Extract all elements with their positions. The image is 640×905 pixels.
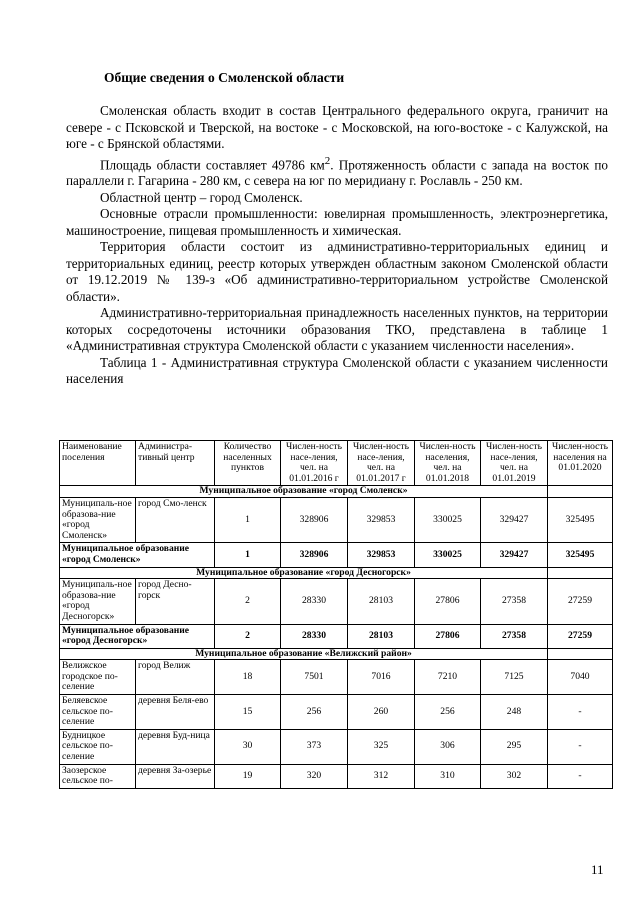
value-cell: 248: [481, 695, 548, 730]
table-row: [60, 579, 613, 624]
column-header: Числен-ность насе-ления, чел. на 01.01.2016 г: [281, 441, 348, 486]
settlement-name: Велижское городское по-селение: [60, 660, 136, 695]
total-label: Муниципальное образование «город Десногорск»: [60, 624, 215, 648]
paragraph-location: Смоленская область входит в состав Центрального федерального округа, граничит на севере - с Псковской и Тверской, на востоке - с Московской, на юго-востоке - с Калужской, на юге - с Брянской областями.: [66, 103, 608, 151]
value-cell: 7040: [548, 660, 613, 695]
settlement-name: Муниципаль-ное образова-ние «город Смоленск»: [60, 497, 136, 542]
admin-center: деревня За-озерье: [136, 764, 215, 788]
total-value: 27358: [481, 624, 548, 648]
value-cell: 256: [281, 695, 348, 730]
table-row: [60, 729, 613, 764]
paragraph-center: Областной центр – город Смоленск.: [100, 189, 303, 205]
admin-center: город Велиж: [136, 660, 215, 695]
value-cell: 325495: [548, 497, 613, 542]
value-cell: 7210: [415, 660, 481, 695]
total-label: Муниципальное образование «город Смоленск»: [60, 543, 215, 567]
total-value: 27806: [415, 624, 481, 648]
value-cell: 15: [215, 695, 281, 730]
value-cell: 18: [215, 660, 281, 695]
section-header-row: [60, 567, 613, 579]
value-cell: 295: [481, 729, 548, 764]
value-cell: 320: [281, 764, 348, 788]
section-title: Муниципальное образование «город Десногорск»: [60, 567, 548, 579]
settlement-name: Заозерское сельское по-: [60, 764, 136, 788]
value-cell: 329853: [348, 497, 415, 542]
total-value: 27259: [548, 624, 613, 648]
value-cell: 302: [481, 764, 548, 788]
value-cell: 312: [348, 764, 415, 788]
total-value: 325495: [548, 543, 613, 567]
admin-center: деревня Беля-ево: [136, 695, 215, 730]
table-caption: Таблица 1 - Административная структура Смоленской области с указанием численности населения: [66, 354, 608, 387]
section-title: Муниципальное образование «Велижский район»: [60, 648, 548, 660]
settlement-name: Муниципаль-ное образова-ние «город Десногорск»: [60, 579, 136, 624]
total-value: 330025: [415, 543, 481, 567]
value-cell: -: [548, 729, 613, 764]
value-cell: 28103: [348, 579, 415, 624]
total-value: 2: [215, 624, 281, 648]
table-row: [60, 695, 613, 730]
value-cell: 329427: [481, 497, 548, 542]
column-header: Количество населенных пунктов: [215, 441, 281, 486]
table-header-row: [60, 441, 613, 486]
column-header: Наименование поселения: [60, 441, 136, 486]
section-title: Муниципальное образование «город Смоленск»: [60, 486, 548, 498]
settlement-name: Будницкое сельское по-селение: [60, 729, 136, 764]
column-header: Числен-ность насе-ления, чел. на 01.01.2019: [481, 441, 548, 486]
value-cell: 310: [415, 764, 481, 788]
total-value: 1: [215, 543, 281, 567]
empty-cell: [548, 486, 613, 498]
total-row: [60, 624, 613, 648]
page-title: Общие сведения о Смоленской области: [104, 70, 345, 85]
column-header: Числен-ность населения на 01.01.2020: [548, 441, 613, 486]
column-header: Администра-тивный центр: [136, 441, 215, 486]
total-row: [60, 543, 613, 567]
document-body: [66, 103, 608, 388]
paragraph-industry: Основные отрасли промышленности: ювелирная промышленность, электроэнергетика, машиностроение, пищевая промышленность и химическая.: [66, 206, 608, 238]
value-cell: 256: [415, 695, 481, 730]
value-cell: 7501: [281, 660, 348, 695]
empty-cell: [548, 567, 613, 579]
total-value: 328906: [281, 543, 348, 567]
value-cell: 27259: [548, 579, 613, 624]
paragraph-area: Площадь области составляет 49786 $км^2$. Протяженность области с запада на восток по параллели г. Гагарина - 280 км, с севера на юг по меридиану г. Рославль - 250 км.: [66, 154, 608, 189]
value-cell: 306: [415, 729, 481, 764]
value-cell: 260: [348, 695, 415, 730]
admin-center: город Смо-ленск: [136, 497, 215, 542]
value-cell: 7125: [481, 660, 548, 695]
admin-center: город Десно-горск: [136, 579, 215, 624]
value-cell: 330025: [415, 497, 481, 542]
table-row: [60, 764, 613, 788]
value-cell: 27806: [415, 579, 481, 624]
value-cell: 28330: [281, 579, 348, 624]
value-cell: 27358: [481, 579, 548, 624]
value-cell: 328906: [281, 497, 348, 542]
admin-structure-table: [59, 440, 613, 789]
table-row: [60, 497, 613, 542]
empty-cell: [548, 648, 613, 660]
value-cell: 2: [215, 579, 281, 624]
section-header-row: [60, 486, 613, 498]
value-cell: 30: [215, 729, 281, 764]
section-header-row: [60, 648, 613, 660]
value-cell: 373: [281, 729, 348, 764]
paragraph-affiliation: Административно-территориальная принадлежность населенных пунктов, на территории которых сосредоточены источники образования ТКО, представлена в таблице 1 «Административная структура Смоленской области с указанием численности населения».: [66, 305, 608, 354]
settlement-name: Беляевское сельское по-селение: [60, 695, 136, 730]
total-value: 28330: [281, 624, 348, 648]
value-cell: 1: [215, 497, 281, 542]
page-number: 11: [591, 862, 604, 877]
total-value: 329427: [481, 543, 548, 567]
column-header: Числен-ность насе-ления, чел. на 01.01.2017 г: [348, 441, 415, 486]
total-value: 329853: [348, 543, 415, 567]
value-cell: -: [548, 764, 613, 788]
column-header: Числен-ность населения, чел. на 01.01.2018: [415, 441, 481, 486]
value-cell: 325: [348, 729, 415, 764]
value-cell: -: [548, 695, 613, 730]
value-cell: 7016: [348, 660, 415, 695]
total-value: 28103: [348, 624, 415, 648]
admin-center: деревня Буд-ница: [136, 729, 215, 764]
table-row: [60, 660, 613, 695]
value-cell: 19: [215, 764, 281, 788]
paragraph-territory: Территория области состоит из административно-территориальных единиц и территориальных единиц, реестр которых утвержден областным законом Смоленской области от 19.12.2019 № 139-з «Об административно-территориальном устройстве Смоленской области».: [66, 239, 608, 304]
